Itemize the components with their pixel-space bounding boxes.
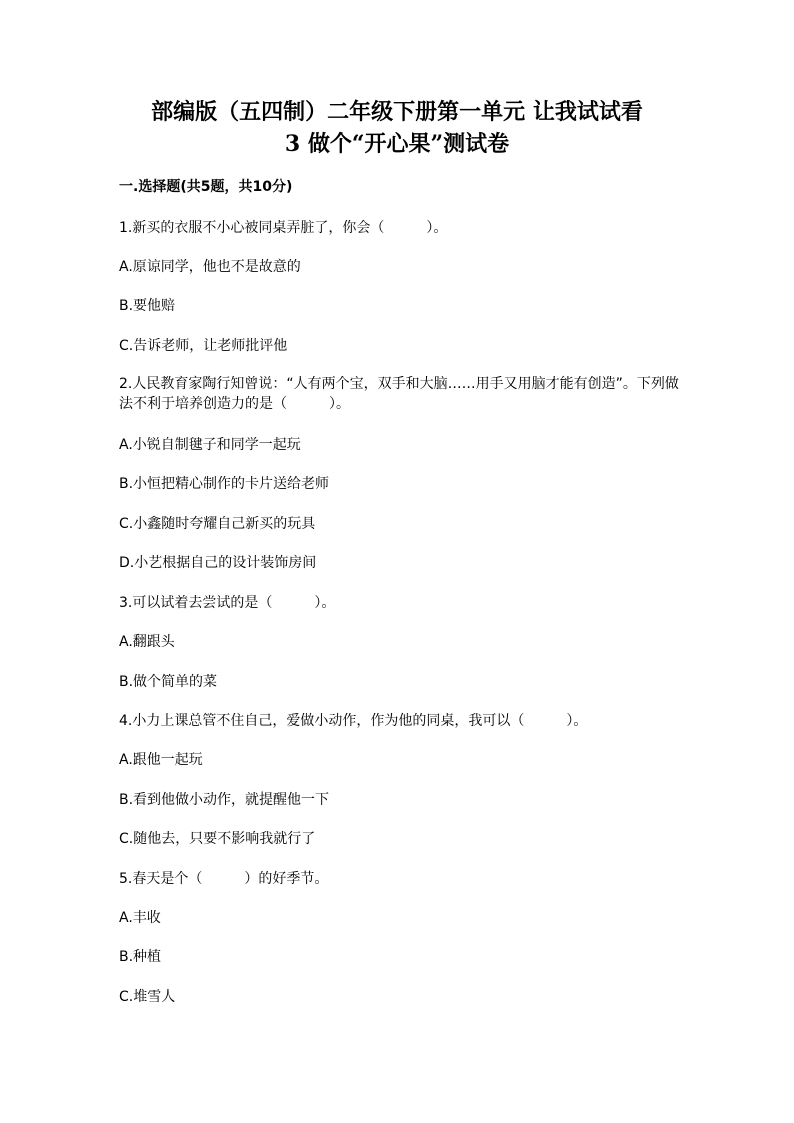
question-5-option-a: A.丰收 <box>119 910 161 926</box>
question-5-option-b: B.种植 <box>119 949 162 965</box>
question-3-option-b: B.做个简单的菜 <box>119 674 218 690</box>
question-5-option-c: C.堆雪人 <box>119 989 176 1005</box>
question-5: 5.春天是个（ ）的好季节。 <box>119 871 329 887</box>
question-1-option-a: A.原谅同学，他也不是故意的 <box>119 259 301 275</box>
question-3: 3.可以试着去尝试的是（ ）。 <box>119 595 336 611</box>
question-2-option-a: A.小锐自制毽子和同学一起玩 <box>119 437 301 453</box>
question-1-option-b: B.要他赔 <box>119 298 176 314</box>
question-4-option-c: C.随他去，只要不影响我就行了 <box>119 831 316 847</box>
question-2: 2.人民教育家陶行知曾说：“人有两个宝，双手和大脑……用手又用脑才能有创造”。下列做法不利于培养创造力的是（ ）。 <box>119 376 679 412</box>
question-1-option-c: C.告诉老师，让老师批评他 <box>119 338 288 354</box>
question-4: 4.小力上课总管不住自己，爱做小动作，作为他的同桌，我可以（ ）。 <box>119 713 588 729</box>
question-3-option-a: A.翻跟头 <box>119 634 175 650</box>
exam-title-line2: 3 做个“开心果”测试卷 <box>284 131 510 157</box>
question-4-option-a: A.跟他一起玩 <box>119 752 203 768</box>
question-4-option-b: B.看到他做小动作，就提醒他一下 <box>119 792 330 808</box>
section-heading: 一.选择题(共5题，共10分) <box>119 179 293 195</box>
exam-title-line1: 部编版（五四制）二年级下册第一单元 让我试试看 <box>151 99 643 125</box>
question-2-option-d: D.小艺根据自己的设计装饰房间 <box>119 555 317 571</box>
question-2-option-b: B.小恒把精心制作的卡片送给老师 <box>119 476 330 492</box>
question-2-option-c: C.小鑫随时夸耀自己新买的玩具 <box>119 516 316 532</box>
question-1: 1.新买的衣服不小心被同桌弄脏了，你会（ ）。 <box>119 220 448 236</box>
